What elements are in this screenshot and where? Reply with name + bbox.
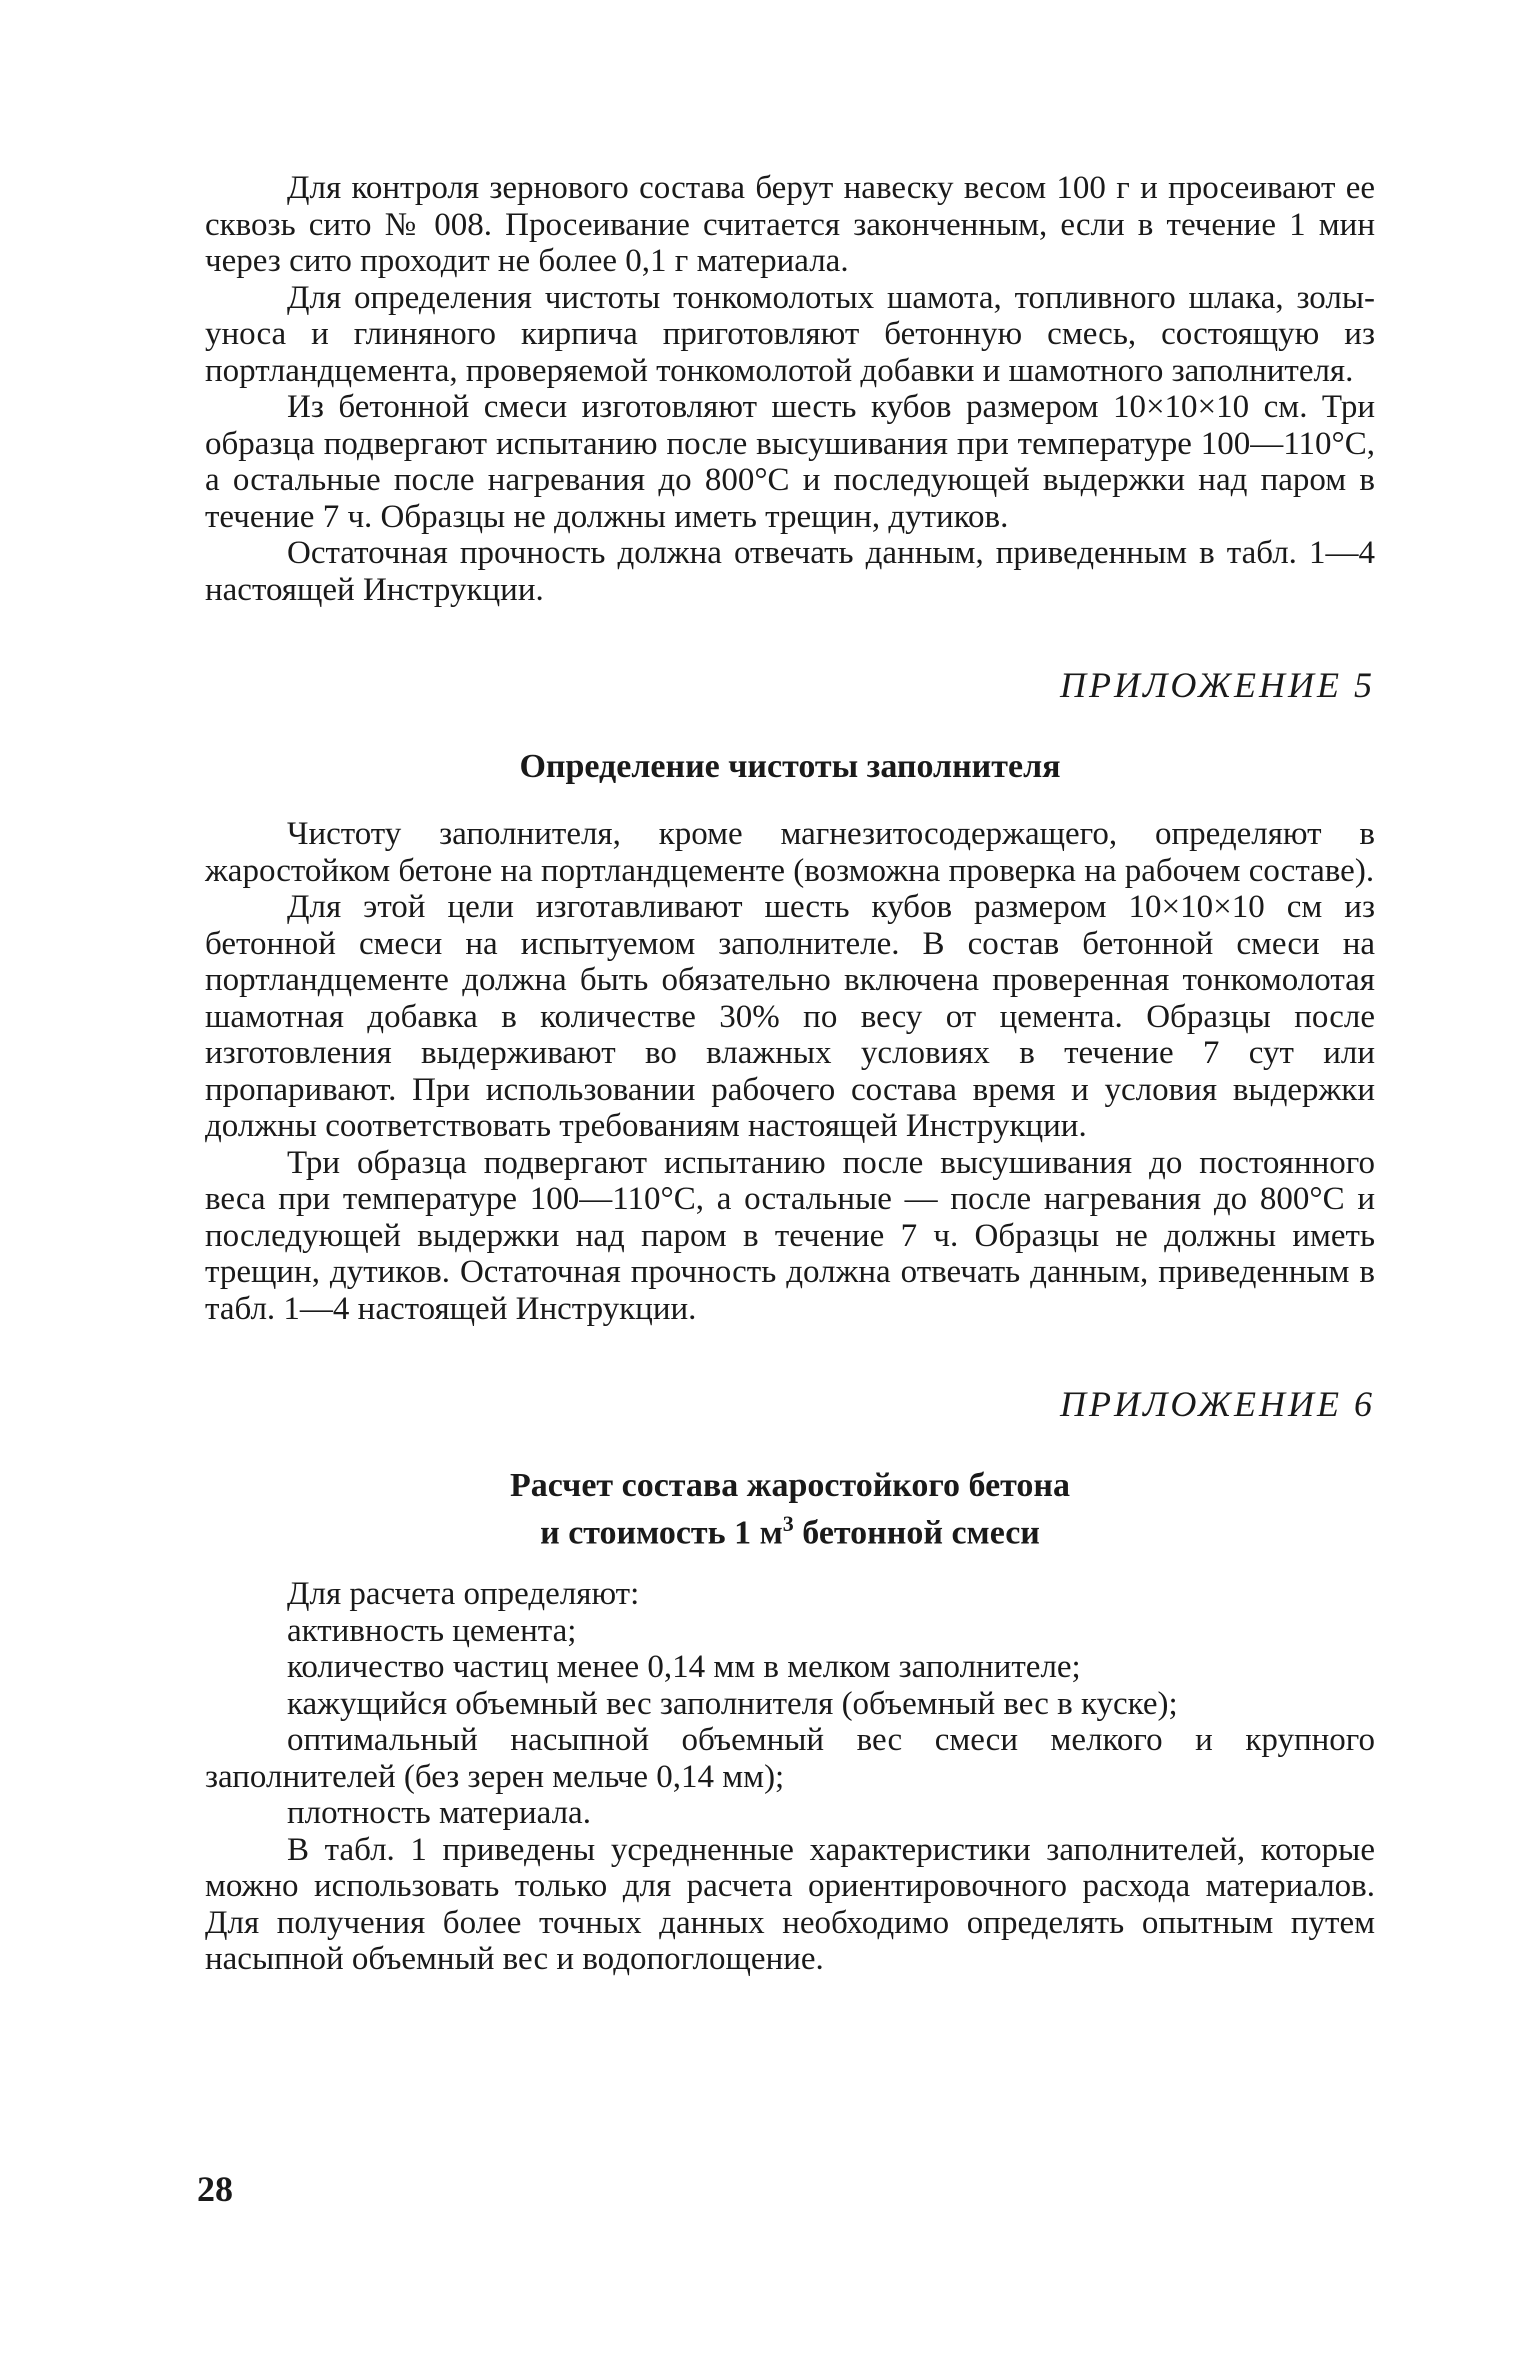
- paragraph: Остаточная прочность должна отвечать данным, приведенным в табл. 1—4 настоящей Инструкции.: [205, 535, 1375, 608]
- list-item: количество частиц менее 0,14 мм в мелком заполнителе;: [287, 1649, 1081, 1686]
- paragraph: В табл. 1 приведены усредненные характеристики заполнителей, которые можно использовать только для расчета ориентировочного расхода материалов. Для получения более точных данных необходимо определять опытным путем насыпной объемный вес и водопоглощение.: [205, 1831, 1375, 1978]
- paragraph: Три образца подвергают испытанию после высушивания до постоянного веса при температуре 100—110°С, а остальные — после нагревания до 800°С и последующей выдержки над паром в течение 7 ч. Образцы не должны иметь трещин, дутиков. Остаточная прочность должна отвечать данным, приведенным в табл. 1—4 настоящей Инструкции.: [205, 1144, 1375, 1327]
- paragraph: Для контроля зернового состава берут навеску весом 100 г и просеивают ее сквозь сито № 008. Просеивание считается законченным, если в течение 1 мин через сито проходит не более 0,1 г материала.: [205, 170, 1375, 279]
- appendix-6-title-line2: [205, 1505, 1375, 1552]
- paragraph: Для этой цели изготавливают шесть кубов размером 10×10×10 см из бетонной смеси на испытуемом заполнителе. В состав бетонной смеси на портландцементе должна быть обязательно включена проверенная тонкомолотая шамотная добавка в количестве 30% по весу от цемента. Образцы после изготовления выдерживают во влажных условиях в течение 7 сут или пропаривают. При использовании рабочего состава время и условия выдержки должны соответствовать требованиям настоящей Инструкции.: [205, 889, 1375, 1144]
- page-number: 28: [197, 2169, 233, 2209]
- title-text: и стоимость 1 м: [540, 1514, 783, 1552]
- paragraph: Для определения чистоты тонкомолотых шамота, топливного шлака, золы-уноса и глиняного кирпича приготовляют бетонную смесь, состоящую из портландцемента, проверяемой тонкомолотой добавки и шамотного заполнителя.: [205, 279, 1375, 389]
- list-item: кажущийся объемный вес заполнителя (объемный вес в куске);: [287, 1685, 1178, 1722]
- page-body: [205, 170, 1375, 1978]
- paragraph: Из бетонной смеси изготовляют шесть кубов размером 10×10×10 см. Три образца подвергают испытанию после высушивания при температуре 100—110°С, а остальные после нагревания до 800°С и последующей выдержки над паром в течение 7 ч. Образцы не должны иметь трещин, дутиков.: [205, 389, 1375, 535]
- appendix-6-title-line1: Расчет состава жаростойкого бетона: [509, 1467, 1071, 1504]
- appendix-5-label: ПРИЛОЖЕНИЕ 5: [1060, 665, 1375, 705]
- list-item: оптимальный насыпной объемный вес смеси мелкого и крупного заполнителей (без зерен мельче 0,14 мм);: [205, 1722, 1375, 1795]
- appendix-6-label: ПРИЛОЖЕНИЕ 6: [1060, 1384, 1375, 1424]
- list-lead: Для расчета определяют:: [287, 1576, 640, 1613]
- list-item: активность цемента;: [287, 1612, 577, 1649]
- title-text: бетонной смеси: [793, 1514, 1040, 1552]
- superscript: 3: [782, 1511, 794, 1536]
- appendix-5-title: Определение чистоты заполнителя: [519, 748, 1061, 785]
- list-item: плотность материала.: [287, 1795, 591, 1832]
- paragraph: Чистоту заполнителя, кроме магнезитосодержащего, определяют в жаростойком бетоне на портландцементе (возможна проверка на рабочем составе).: [205, 816, 1375, 889]
